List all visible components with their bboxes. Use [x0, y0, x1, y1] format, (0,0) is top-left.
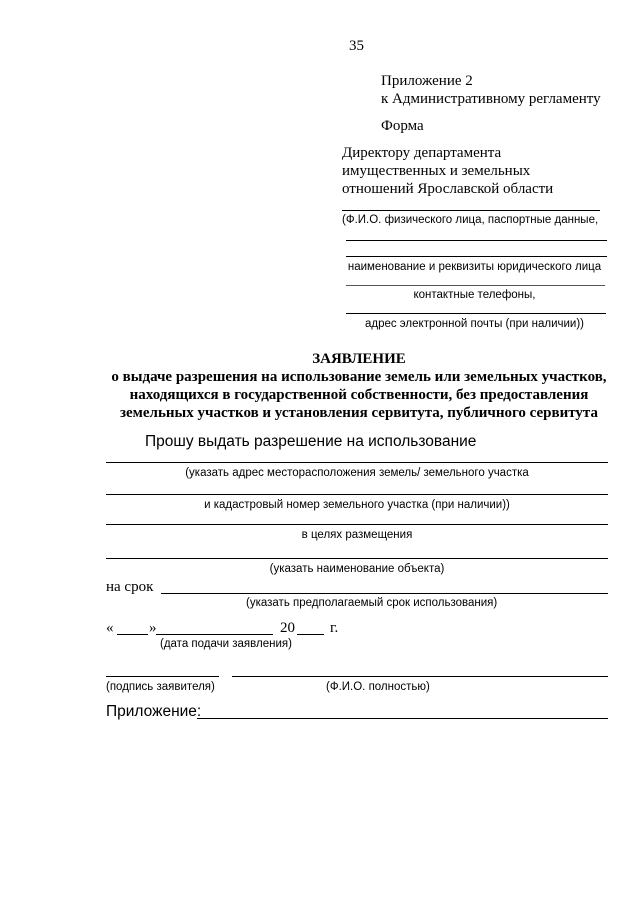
date-open-quote: «	[106, 620, 114, 636]
addressee-line-3: отношений Ярославской области	[342, 181, 554, 197]
cadastral-line	[106, 494, 608, 495]
year-prefix: 20	[280, 620, 295, 636]
year-suffix: г.	[330, 620, 339, 636]
addressee-line-2: имущественных и земельных	[342, 163, 531, 179]
date-close-quote: »	[149, 620, 157, 636]
applicant-phones-line	[346, 285, 605, 286]
signature-line	[106, 676, 219, 677]
document-heading: ЗАЯВЛЕНИЕ	[312, 351, 406, 367]
document-subject-line-3: земельных участков и установления сервитута, публичного сервитута	[120, 405, 598, 421]
applicant-name-line	[342, 210, 600, 211]
hint-term: (указать предполагаемый срок использования)	[246, 597, 498, 609]
appendix-reference: к Административному регламенту	[381, 91, 601, 107]
date-month-line	[156, 634, 273, 635]
hint-person: (Ф.И.О. физического лица, паспортные данные,	[342, 214, 599, 226]
fullname-line	[232, 676, 608, 677]
attachment-line	[197, 718, 608, 719]
date-day-line	[117, 634, 148, 635]
hint-email: адрес электронной почты (при наличии))	[364, 318, 585, 330]
hint-purpose: в целях размещения	[301, 529, 413, 541]
document-subject-line-1: о выдаче разрешения на использование земель или земельных участков,	[111, 369, 607, 385]
attachment-label: Приложение:	[106, 703, 202, 720]
purpose-line	[106, 524, 608, 525]
object-line	[106, 558, 608, 559]
hint-object: (указать наименование объекта)	[269, 563, 445, 575]
term-label: на срок	[106, 579, 154, 595]
term-line	[161, 593, 608, 594]
hint-cadastral: и кадастровый номер земельного участка (при наличии))	[204, 499, 510, 511]
hint-date: (дата подачи заявления)	[160, 638, 292, 650]
form-label: Форма	[381, 118, 424, 134]
location-line	[106, 462, 608, 463]
date-year-line	[297, 634, 324, 635]
addressee-line-1: Директору департамента	[342, 145, 502, 161]
hint-legal-entity: наименование и реквизиты юридического лица	[347, 261, 602, 273]
hint-location: (указать адрес месторасположения земель/ земельного участка	[185, 467, 529, 479]
applicant-email-line	[346, 313, 606, 314]
applicant-details-line-1	[346, 240, 607, 241]
document-subject-line-2: находящихся в государственной собственности, без предоставления	[129, 387, 589, 403]
hint-phones: контактные телефоны,	[413, 289, 536, 301]
hint-signature: (подпись заявителя)	[106, 681, 215, 693]
appendix-label: Приложение 2	[381, 73, 473, 89]
request-text: Прошу выдать разрешение на использование	[145, 433, 477, 450]
page-number: 35	[349, 38, 364, 54]
hint-fullname: (Ф.И.О. полностью)	[326, 681, 430, 693]
applicant-details-line-2	[346, 256, 607, 257]
